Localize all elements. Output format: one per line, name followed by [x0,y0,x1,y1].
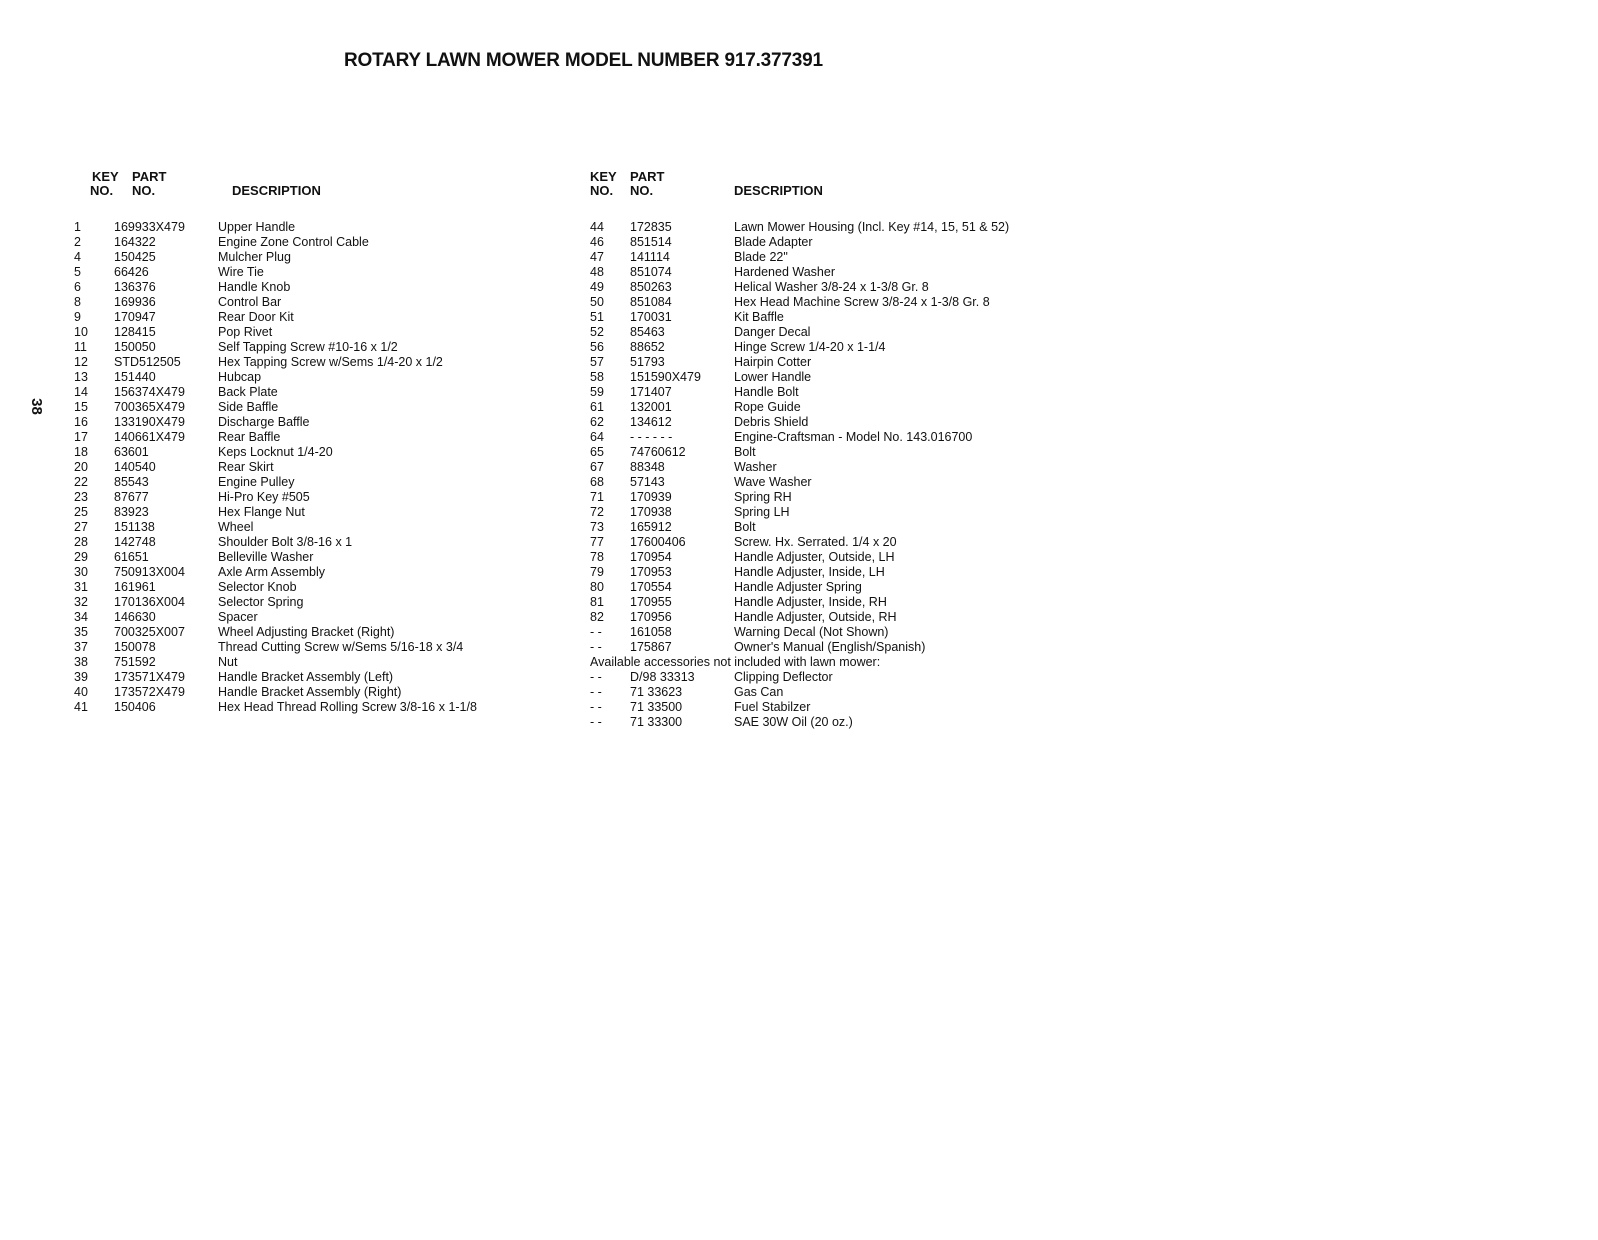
part-number: STD512505 [114,355,181,369]
part-description: Handle Bracket Assembly (Right) [218,685,402,699]
part-description: Kit Baffle [734,310,784,324]
part-description: SAE 30W Oil (20 oz.) [734,715,853,729]
key-number: - - [590,670,602,684]
part-description: Fuel Stabilzer [734,700,811,714]
part-description: Wire Tie [218,265,264,279]
part-number: 173571X479 [114,670,185,684]
part-description: Engine Pulley [218,475,295,489]
key-number: 11 [74,340,87,354]
part-description: Handle Adjuster, Inside, LH [734,565,885,579]
part-description: Gas Can [734,685,784,699]
part-number: 17600406 [630,535,686,549]
part-description: Handle Bracket Assembly (Left) [218,670,394,684]
part-number: 133190X479 [114,415,185,429]
key-number: - - [590,700,602,714]
part-description: Shoulder Bolt 3/8-16 x 1 [218,535,353,549]
part-description: Wave Washer [734,475,812,489]
part-description: Helical Washer 3/8-24 x 1-3/8 Gr. 8 [734,280,929,294]
part-number: 851074 [630,265,672,279]
key-number: 17 [74,430,88,444]
part-number: 170939 [630,490,672,504]
header-key-no-label: NO. [590,183,614,198]
part-description: Hex Tapping Screw w/Sems 1/4-20 x 1/2 [218,355,443,369]
part-description: Wheel Adjusting Bracket (Right) [218,625,395,639]
key-number: 1 [74,220,81,234]
part-description: Rear Skirt [218,460,274,474]
header-key-no-label: NO. [90,183,114,198]
part-description: Blade Adapter [734,235,813,249]
page-title: ROTARY LAWN MOWER MODEL NUMBER 917.377391 [344,50,823,71]
part-description: Rope Guide [734,400,801,414]
part-number: 170031 [630,310,672,324]
part-description: Nut [218,655,238,669]
part-description: Handle Knob [218,280,291,294]
key-number: 18 [74,445,88,459]
key-number: 56 [590,340,604,354]
part-description: Bolt [734,520,756,534]
key-number: 73 [590,520,604,534]
key-number: 40 [74,685,88,699]
part-description: Hardened Washer [734,265,835,279]
key-number: 49 [590,280,604,294]
part-description: Back Plate [218,385,278,399]
part-number: 61651 [114,550,149,564]
header-part-label: PART [132,169,167,184]
part-number: 164322 [114,235,156,249]
key-number: 82 [590,610,604,624]
part-number: 150050 [114,340,156,354]
part-number: 161058 [630,625,672,639]
key-number: 4 [74,250,81,264]
part-description: Lawn Mower Housing (Incl. Key #14, 15, 51 & 52) [734,220,1010,234]
part-number: 170554 [630,580,672,594]
part-description: Keps Locknut 1/4-20 [218,445,333,459]
part-description: Spring LH [734,505,790,519]
header-description-label: DESCRIPTION [734,183,823,198]
part-description: Handle Adjuster, Inside, RH [734,595,887,609]
key-number: 64 [590,430,604,444]
part-number: 151138 [114,520,155,534]
key-number: 9 [74,310,81,324]
part-number: 141114 [630,250,670,264]
part-description: Spring RH [734,490,792,504]
part-number: 85543 [114,475,149,489]
part-description: Bolt [734,445,756,459]
part-description: Lower Handle [734,370,812,384]
key-number: 51 [590,310,604,324]
key-number: 68 [590,475,604,489]
part-number: 150425 [114,250,156,264]
part-number: 751592 [114,655,156,669]
part-description: Mulcher Plug [218,250,291,264]
key-number: 32 [74,595,88,609]
key-number: 6 [74,280,81,294]
part-description: Selector Spring [218,595,304,609]
part-description: Rear Door Kit [218,310,294,324]
key-number: 52 [590,325,604,339]
part-number: 51793 [630,355,665,369]
key-number: 12 [74,355,88,369]
key-number: 44 [590,220,604,234]
key-number: 29 [74,550,88,564]
key-number: 20 [74,460,88,474]
part-number: 85463 [630,325,665,339]
part-description: Belleville Washer [218,550,314,564]
key-number: 79 [590,565,604,579]
part-description: Owner's Manual (English/Spanish) [734,640,926,654]
part-description: Upper Handle [218,220,296,234]
part-number: 146630 [114,610,156,624]
part-number: 140661X479 [114,430,185,444]
key-number: 37 [74,640,88,654]
part-number: 161961 [114,580,156,594]
part-number: 170954 [630,550,672,564]
part-description: Handle Adjuster Spring [734,580,862,594]
part-number: 132001 [630,400,672,414]
part-description: Self Tapping Screw #10-16 x 1/2 [218,340,398,354]
part-description: Hex Head Thread Rolling Screw 3/8-16 x 1-1/8 [218,700,477,714]
part-description: Discharge Baffle [218,415,310,429]
key-number: 58 [590,370,604,384]
part-description: Axle Arm Assembly [218,565,325,579]
part-number: 170956 [630,610,672,624]
part-number: 171407 [630,385,672,399]
part-description: Thread Cutting Screw w/Sems 5/16-18 x 3/4 [218,640,464,654]
key-number: 72 [590,505,604,519]
key-number: 10 [74,325,88,339]
part-description: Hubcap [218,370,262,384]
part-number: 57143 [630,475,665,489]
key-number: 41 [74,700,88,714]
key-number: 46 [590,235,604,249]
key-number: 31 [74,580,88,594]
part-number: 150406 [114,700,156,714]
part-number: 87677 [114,490,149,504]
part-description: Washer [734,460,777,474]
key-number: 80 [590,580,604,594]
key-number: 38 [74,655,88,669]
part-number: 66426 [114,265,149,279]
part-number: 151440 [114,370,156,384]
key-number: 59 [590,385,604,399]
key-number: 81 [590,595,604,609]
part-description: Side Baffle [218,400,279,414]
part-number: 170953 [630,565,672,579]
key-number: 13 [74,370,88,384]
part-number: 169936 [114,295,156,309]
part-number: 142748 [114,535,156,549]
key-number: 62 [590,415,604,429]
part-number: D/98 33313 [630,670,695,684]
part-number: 165912 [630,520,672,534]
part-description: Handle Adjuster, Outside, RH [734,610,897,624]
part-number: 173572X479 [114,685,185,699]
part-number: 851084 [630,295,672,309]
part-description: Hairpin Cotter [734,355,812,369]
part-description: Warning Decal (Not Shown) [734,625,889,639]
part-number: 172835 [630,220,672,234]
key-number: 77 [590,535,604,549]
part-description: Hex Flange Nut [218,505,305,519]
key-number: 57 [590,355,604,369]
part-number: 88652 [630,340,665,354]
part-number: 71 33623 [630,685,683,699]
part-description: Hex Head Machine Screw 3/8-24 x 1-3/8 Gr. 8 [734,295,990,309]
part-number: 63601 [114,445,149,459]
key-number: 25 [74,505,88,519]
key-number: 22 [74,475,88,489]
part-description: Pop Rivet [218,325,273,339]
part-number: 850263 [630,280,672,294]
part-number: 170947 [114,310,156,324]
part-number: 150078 [114,640,156,654]
part-description: Blade 22" [734,250,788,264]
key-number: 48 [590,265,604,279]
key-number: 50 [590,295,604,309]
part-description: Handle Adjuster, Outside, LH [734,550,895,564]
part-number: 851514 [630,235,672,249]
part-description: Engine-Craftsman - Model No. 143.016700 [734,430,973,444]
part-number: 74760612 [630,445,686,459]
key-number: 28 [74,535,88,549]
part-number: 170938 [630,505,672,519]
part-number: 128415 [114,325,156,339]
key-number: 71 [590,490,604,504]
key-number: 35 [74,625,88,639]
part-description: Selector Knob [218,580,297,594]
part-number: 700365X479 [114,400,185,414]
key-number: 39 [74,670,88,684]
part-description: Control Bar [218,295,282,309]
header-description-label: DESCRIPTION [232,183,321,198]
header-part-no-label: NO. [132,183,156,198]
part-number: 151590X479 [630,370,701,384]
key-number: 23 [74,490,88,504]
key-number: 14 [74,385,88,399]
key-number: 2 [74,235,81,249]
header-part-no-label: NO. [630,183,654,198]
key-number: 78 [590,550,604,564]
part-number: 170955 [630,595,672,609]
part-number: 88348 [630,460,665,474]
part-description: Hinge Screw 1/4-20 x 1-1/4 [734,340,886,354]
part-number: 136376 [114,280,156,294]
key-number: 61 [590,400,604,414]
key-number: 27 [74,520,88,534]
part-number: - - - - - - [630,430,673,444]
part-number: 156374X479 [114,385,185,399]
part-number: 83923 [114,505,149,519]
part-description: Wheel [218,520,254,534]
key-number: 5 [74,265,81,279]
key-number: - - [590,685,602,699]
part-description: Screw. Hx. Serrated. 1/4 x 20 [734,535,897,549]
key-number: 34 [74,610,88,624]
header-key-label: KEY [590,169,617,184]
key-number: - - [590,640,602,654]
part-description: Spacer [218,610,258,624]
key-number: 8 [74,295,81,309]
part-description: Engine Zone Control Cable [218,235,369,249]
accessories-note: Available accessories not included with lawn mower: [590,655,881,669]
key-number: 67 [590,460,604,474]
header-key-label: KEY [92,169,119,184]
part-number: 170136X004 [114,595,185,609]
part-description: Hi-Pro Key #505 [218,490,310,504]
key-number: 47 [590,250,604,264]
part-number: 175867 [630,640,672,654]
part-number: 140540 [114,460,156,474]
part-number: 700325X007 [114,625,185,639]
key-number: - - [590,625,602,639]
part-description: Clipping Deflector [734,670,833,684]
key-number: 30 [74,565,88,579]
page-number: 38 [27,398,45,415]
key-number: 15 [74,400,88,414]
part-description: Danger Decal [734,325,811,339]
key-number: - - [590,715,602,729]
part-description: Handle Bolt [734,385,799,399]
key-number: 65 [590,445,604,459]
part-number: 134612 [630,415,672,429]
part-number: 71 33300 [630,715,683,729]
part-description: Debris Shield [734,415,809,429]
part-number: 169933X479 [114,220,185,234]
part-number: 71 33500 [630,700,683,714]
header-part-label: PART [630,169,665,184]
part-description: Rear Baffle [218,430,281,444]
part-number: 750913X004 [114,565,185,579]
key-number: 16 [74,415,88,429]
